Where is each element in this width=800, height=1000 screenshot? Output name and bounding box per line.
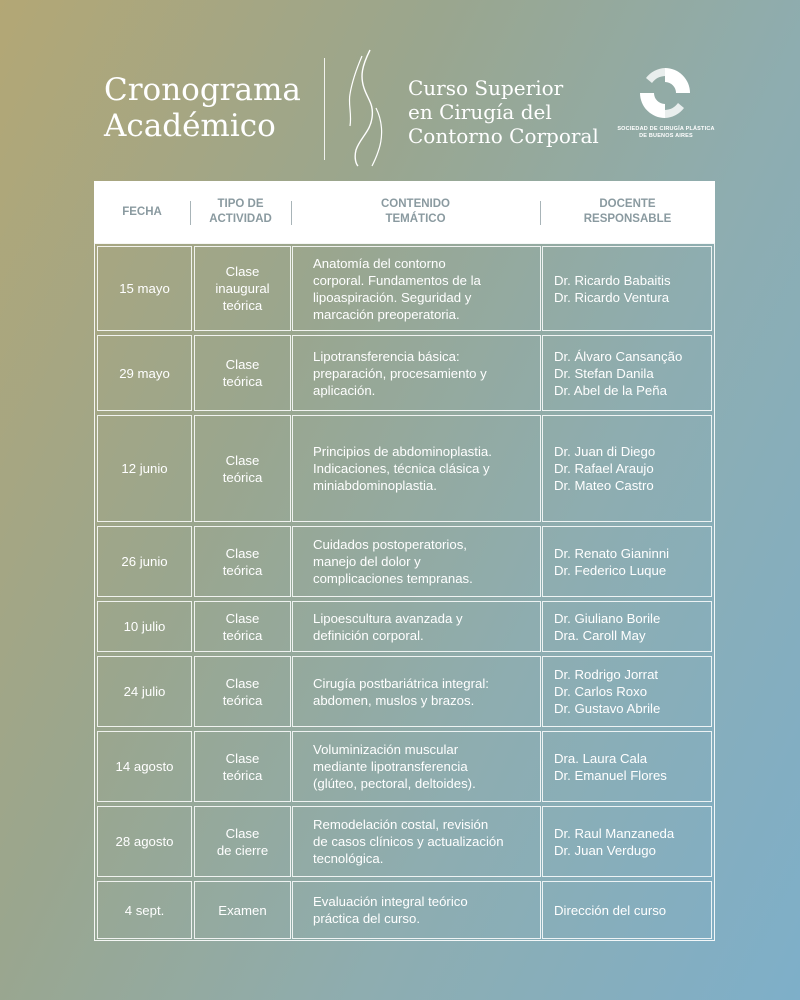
course-title — [408, 76, 599, 148]
cell-content-line: miniabdominoplastia. — [313, 478, 437, 493]
header-label: TIPO DE — [217, 198, 264, 210]
cell-teachers-line: Dra. Caroll May — [554, 627, 646, 643]
schedule-table — [94, 181, 715, 926]
cell-teachers-line: Dr. Gustavo Abrile — [554, 701, 661, 716]
cell-activity-type-text — [215, 263, 269, 314]
cell-activity-type-line: Examen — [218, 902, 267, 918]
cell-content-line: práctica del curso. — [313, 911, 421, 926]
cell-date-text — [124, 683, 166, 700]
cell-date-line: 10 julio — [123, 619, 166, 634]
cell-content-text — [313, 443, 492, 494]
cell-activity-type-line: teórica — [222, 767, 263, 783]
cell-activity-type-line: inaugural — [215, 281, 270, 296]
cell-teachers — [542, 806, 712, 877]
header-tipo-actividad — [190, 181, 291, 243]
body-silhouette-icon — [340, 48, 390, 168]
header-divider — [324, 58, 325, 160]
cell-content-line: de casos clínicos y actualización — [313, 834, 504, 849]
cell-content — [292, 335, 541, 411]
cell-activity-type-line: teórica — [222, 469, 263, 485]
header-docente-responsable — [540, 181, 715, 243]
cell-activity-type-line: Clase — [225, 357, 260, 372]
cell-content-line: complicaciones tempranas. — [313, 571, 473, 586]
cell-activity-type-text — [223, 452, 263, 486]
cell-teachers-text — [554, 750, 667, 784]
cell-date — [97, 656, 192, 727]
cell-date-line: 28 agosto — [115, 834, 174, 849]
cell-teachers — [542, 526, 712, 597]
cell-content-line: Principios de abdominoplastia. — [313, 444, 492, 459]
table-row — [95, 804, 714, 879]
cell-activity-type-line: Clase — [225, 750, 260, 766]
cell-activity-type — [194, 601, 291, 652]
cell-date-text — [119, 365, 170, 382]
cell-activity-type-line: teórica — [222, 692, 263, 708]
cell-content — [292, 415, 541, 522]
cell-teachers-text — [554, 443, 655, 494]
cell-activity-type — [194, 731, 291, 802]
cell-activity-type-line: de cierre — [216, 842, 269, 858]
cell-date-text — [124, 618, 166, 635]
cell-content — [292, 806, 541, 877]
table-row — [95, 333, 714, 413]
cell-activity-type-text — [217, 825, 268, 859]
cell-teachers-line: Dr. Álvaro Cansanção — [554, 348, 683, 364]
cell-date-text — [121, 553, 167, 570]
table-body — [94, 243, 715, 941]
cell-activity-type-text — [218, 902, 266, 919]
page-title-line: Académico — [104, 108, 276, 144]
header-label: ACTIVIDAD — [209, 213, 272, 225]
header-fecha — [94, 181, 190, 243]
cell-activity-type-line: Clase — [225, 675, 260, 691]
cell-content-line: Lipoescultura avanzada y — [313, 610, 463, 626]
cell-date — [97, 881, 192, 939]
cell-content-line: marcación preoperatoria. — [313, 306, 460, 322]
cell-content-text — [313, 610, 463, 644]
cell-content-line: Indicaciones, técnica clásica y — [313, 461, 490, 476]
table-row — [95, 524, 714, 599]
cell-activity-type-text — [223, 675, 263, 709]
cell-date-text — [121, 460, 167, 477]
cell-teachers-line: Dirección del curso — [554, 902, 667, 918]
cell-activity-type — [194, 881, 291, 939]
cell-date-line: 14 agosto — [115, 759, 174, 774]
cell-content-line: Lipotransferencia básica: — [313, 348, 460, 364]
cell-teachers-text — [554, 272, 671, 306]
cell-content-line: Cirugía postbariátrica integral: — [313, 675, 489, 691]
cell-content — [292, 601, 541, 652]
logo-caption — [610, 126, 722, 140]
table-row — [95, 729, 714, 804]
logo-caption-line: SOCIEDAD DE CIRUGÍA PLÁSTICA — [617, 126, 715, 132]
cell-content-line: Evaluación integral teórico — [313, 894, 468, 909]
cell-content-line: abdomen, muslos y brazos. — [313, 692, 475, 708]
header-label: DOCENTE — [599, 198, 656, 210]
cell-teachers-text — [554, 825, 674, 859]
page-header — [0, 0, 800, 175]
cell-content-line: preparación, procesamiento y — [313, 365, 487, 381]
header-contenido-tematico — [291, 181, 540, 243]
cell-activity-type-text — [223, 750, 263, 784]
cell-date — [97, 415, 192, 522]
cell-date-text — [119, 280, 170, 297]
cell-date — [97, 731, 192, 802]
cell-content-line: corporal. Fundamentos de la — [313, 272, 481, 288]
cell-content-text — [313, 893, 468, 927]
cell-teachers-line: Dr. Federico Luque — [554, 562, 667, 578]
cell-activity-type — [194, 335, 291, 411]
cell-teachers — [542, 731, 712, 802]
cell-content-text — [313, 536, 473, 587]
course-title-line: Contorno Corporal — [408, 124, 599, 148]
table-row — [95, 413, 714, 524]
page-title-line: Cronograma — [104, 72, 301, 108]
cell-teachers-line: Dr. Rodrigo Jorrat — [554, 667, 659, 682]
cell-content-line: lipoaspiración. Seguridad y — [313, 289, 472, 305]
cell-content-line: Voluminización muscular — [313, 742, 459, 757]
cell-activity-type — [194, 526, 291, 597]
cell-date-text — [116, 833, 174, 850]
cell-date-line: 12 junio — [121, 461, 168, 476]
cell-date-line: 4 sept. — [124, 902, 165, 918]
cell-teachers-line: Dr. Carlos Roxo — [554, 684, 648, 699]
cell-teachers — [542, 335, 712, 411]
header-label: FECHA — [122, 205, 162, 218]
cell-date-line: 26 junio — [121, 554, 168, 569]
cell-activity-type-line: Clase — [225, 452, 260, 468]
cell-date — [97, 526, 192, 597]
cell-content-line: Remodelación costal, revisión — [313, 817, 489, 832]
cell-teachers-line: Dr. Abel de la Peña — [554, 382, 667, 398]
cell-activity-type-line: Clase — [225, 545, 260, 561]
cell-activity-type-line: Clase — [225, 610, 260, 626]
cell-content-text — [313, 675, 489, 709]
cell-activity-type-line: Clase — [225, 264, 260, 279]
cell-date — [97, 806, 192, 877]
cell-content-text — [313, 348, 487, 399]
cell-teachers-text — [554, 348, 682, 399]
cell-activity-type-text — [223, 545, 263, 579]
cell-content-text — [313, 741, 476, 792]
course-title-line: en Cirugía del — [408, 100, 552, 124]
cell-teachers-text — [554, 610, 660, 644]
cell-teachers-line: Dr. Ricardo Babaitis — [554, 272, 671, 288]
header-label: CONTENIDO — [381, 198, 450, 210]
cell-teachers-line: Dr. Raul Manzaneda — [554, 825, 675, 841]
cell-teachers-line: Dra. Laura Cala — [554, 750, 648, 766]
cell-teachers-text — [554, 545, 669, 579]
header-label: TEMÁTICO — [385, 213, 446, 225]
cell-content — [292, 526, 541, 597]
cell-teachers-line: Dr. Stefan Danila — [554, 365, 654, 381]
cell-date-text — [125, 902, 165, 919]
cell-date-text — [116, 758, 174, 775]
cell-date-line: 24 julio — [123, 684, 166, 699]
cell-date-line: 15 mayo — [119, 281, 170, 296]
cell-activity-type — [194, 806, 291, 877]
cell-teachers-line: Dr. Ricardo Ventura — [554, 289, 670, 305]
table-row — [95, 599, 714, 654]
table-row — [95, 244, 714, 333]
cell-teachers-line: Dr. Mateo Castro — [554, 478, 654, 493]
cell-content-line: mediante lipotransferencia — [313, 759, 468, 774]
cell-activity-type-text — [223, 356, 263, 390]
cell-date — [97, 335, 192, 411]
table-row — [95, 654, 714, 729]
cell-content-line: (glúteo, pectoral, deltoides). — [313, 776, 476, 791]
cell-activity-type — [194, 415, 291, 522]
cell-activity-type-line: teórica — [222, 298, 263, 313]
cell-teachers-text — [554, 902, 666, 919]
cell-content-line: manejo del dolor y — [313, 554, 421, 569]
cell-content-text — [313, 816, 504, 867]
cell-content-text — [313, 255, 481, 323]
cell-content — [292, 731, 541, 802]
table-header — [94, 181, 715, 243]
cell-teachers-line: Dr. Emanuel Flores — [554, 767, 667, 783]
cell-teachers-line: Dr. Juan Verdugo — [554, 842, 656, 858]
cell-activity-type-line: Clase — [225, 825, 260, 841]
course-title-line: Curso Superior — [408, 76, 564, 100]
cell-date-line: 29 mayo — [119, 365, 170, 381]
cell-teachers — [542, 601, 712, 652]
cell-teachers-line: Dr. Rafael Araujo — [554, 461, 654, 476]
header-label: RESPONSABLE — [583, 213, 672, 225]
cell-teachers-text — [554, 666, 660, 717]
cell-teachers-line: Dr. Juan di Diego — [554, 444, 656, 459]
cell-content-line: Anatomía del contorno — [313, 255, 446, 271]
cell-activity-type-text — [223, 610, 263, 644]
cell-date — [97, 601, 192, 652]
logo-caption-line: DE BUENOS AIRES — [639, 133, 693, 139]
cell-activity-type-line: teórica — [222, 374, 263, 389]
table-row — [95, 879, 714, 941]
cell-teachers — [542, 656, 712, 727]
cell-teachers — [542, 881, 712, 939]
society-logo-icon — [636, 64, 694, 122]
cell-teachers — [542, 415, 712, 522]
cell-content — [292, 881, 541, 939]
cell-content-line: Cuidados postoperatorios, — [313, 537, 467, 552]
page-title — [104, 72, 301, 144]
cell-content-line: tecnológica. — [313, 851, 384, 866]
cell-teachers — [542, 246, 712, 331]
cell-activity-type-line: teórica — [222, 562, 263, 578]
cell-activity-type — [194, 656, 291, 727]
cell-content — [292, 246, 541, 331]
cell-content — [292, 656, 541, 727]
cell-teachers-line: Dr. Renato Gianinni — [554, 545, 670, 561]
cell-date — [97, 246, 192, 331]
cell-content-line: definición corporal. — [313, 627, 424, 643]
cell-content-line: aplicación. — [313, 382, 376, 398]
cell-teachers-line: Dr. Giuliano Borile — [554, 610, 661, 626]
cell-activity-type-line: teórica — [222, 627, 263, 643]
cell-activity-type — [194, 246, 291, 331]
